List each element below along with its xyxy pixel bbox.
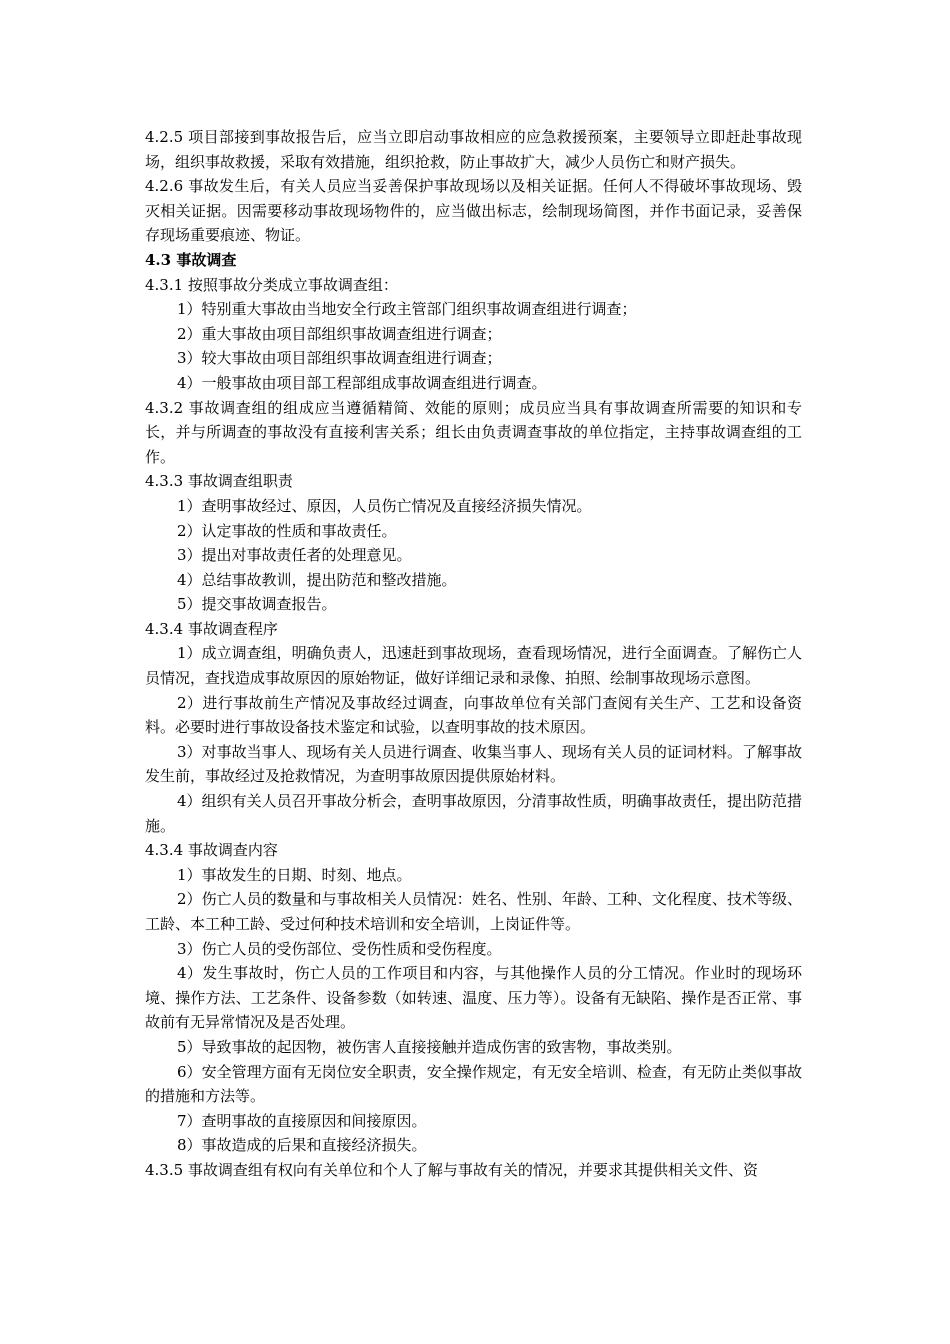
list-item: 4）一般事故由项目部工程部组成事故调查组进行调查。 bbox=[177, 373, 547, 392]
paragraph: 4.3.5 事故调查组有权向有关单位和个人了解与事故有关的情况，并要求其提供相关文件、资 bbox=[145, 1160, 758, 1179]
list-item: 6）安全管理方面有无岗位安全职责，安全操作规定，有无安全培训、检查，有无防止类似事故的措施和方法等。 bbox=[145, 1062, 802, 1106]
paragraph: 4.3.4 事故调查内容 bbox=[145, 841, 278, 860]
list-item: 4）总结事故教训，提出防范和整改措施。 bbox=[177, 570, 457, 589]
list-item: 4）组织有关人员召开事故分析会，查明事故原因，分清事故性质，明确事故责任，提出防范措施。 bbox=[145, 792, 802, 835]
list-item: 2）进行事故前生产情况及事故经过调查，向事故单位有关部门查阅有关生产、工艺和设备资料。必要时进行事故设备技术鉴定和试验，以查明事故的技术原因。 bbox=[145, 693, 802, 737]
list-item: 4）发生事故时，伤亡人员的工作项目和内容，与其他操作人员的分工情况。作业时的现场环境、操作方法、工艺条件、设备参数（如转速、温度、压力等）。设备有无缺陷、操作是否正常、事故前有无异常情况及是否处理。 bbox=[145, 964, 802, 1032]
list-item: 2）认定事故的性质和事故责任。 bbox=[177, 521, 397, 540]
list-item: 8）事故造成的后果和直接经济损失。 bbox=[177, 1136, 427, 1155]
list-item: 3）对事故当事人、现场有关人员进行调查、收集当事人、现场有关人员的证词材料。了解事故发生前，事故经过及抢救情况，为查明事故原因提供原始材料。 bbox=[145, 742, 802, 786]
list-item: 3）伤亡人员的受伤部位、受伤性质和受伤程度。 bbox=[177, 939, 502, 958]
list-item: 1）事故发生的日期、时刻、地点。 bbox=[177, 865, 412, 884]
list-item: 1）成立调查组，明确负责人，迅速赶到事故现场，查看现场情况，进行全面调查。了解伤亡人员情况，查找造成事故原因的原始物证，做好详细记录和录像、拍照、绘制事故现场示意图。 bbox=[145, 644, 802, 688]
list-item: 5）提交事故调查报告。 bbox=[177, 595, 337, 614]
list-item: 5）导致事故的起因物，被伤害人直接接触并造成伤害的致害物，事故类别。 bbox=[177, 1037, 682, 1056]
document-body bbox=[145, 125, 802, 1183]
list-item: 2）伤亡人员的数量和与事故相关人员情况：姓名、性别、年龄、工种、文化程度、技术等级、工龄、本工种工龄、受过何种技术培训和安全培训，上岗证件等。 bbox=[145, 890, 802, 933]
list-item: 7）查明事故的直接原因和间接原因。 bbox=[177, 1111, 427, 1130]
list-item: 1）特别重大事故由当地安全行政主管部门组织事故调查组进行调查； bbox=[177, 300, 637, 319]
list-item: 3）较大事故由项目部组织事故调查组进行调查； bbox=[177, 349, 502, 368]
paragraph: 4.3.3 事故调查组职责 bbox=[145, 472, 293, 491]
list-item: 3）提出对事故责任者的处理意见。 bbox=[177, 546, 412, 565]
list-item: 1）查明事故经过、原因，人员伤亡情况及直接经济损失情况。 bbox=[177, 496, 592, 515]
paragraph: 4.3.4 事故调查程序 bbox=[145, 619, 278, 638]
section-heading: 4.3 事故调查 bbox=[145, 250, 237, 269]
list-item: 2）重大事故由项目部组织事故调查组进行调查； bbox=[177, 324, 502, 343]
paragraph: 4.3.2 事故调查组的组成应当遵循精简、效能的原则；成员应当具有事故调查所需要的知识和专长，并与所调查的事故没有直接利害关系；组长由负责调查事故的单位指定，主持事故调查组的工作。 bbox=[145, 398, 802, 466]
paragraph: 4.2.6 事故发生后，有关人员应当妥善保护事故现场以及相关证据。任何人不得破坏事故现场、毁灭相关证据。因需要移动事故现场物件的，应当做出标志，绘制现场简图，并作书面记录，妥善保存现场重要痕迹、物证。 bbox=[145, 177, 802, 245]
paragraph: 4.3.1 按照事故分类成立事故调查组： bbox=[145, 275, 398, 294]
paragraph: 4.2.5 项目部接到事故报告后，应当立即启动事故相应的应急救援预案，主要领导立即赶赴事故现场，组织事故救援，采取有效措施，组织抢救，防止事故扩大，减少人员伤亡和财产损失。 bbox=[145, 128, 802, 171]
